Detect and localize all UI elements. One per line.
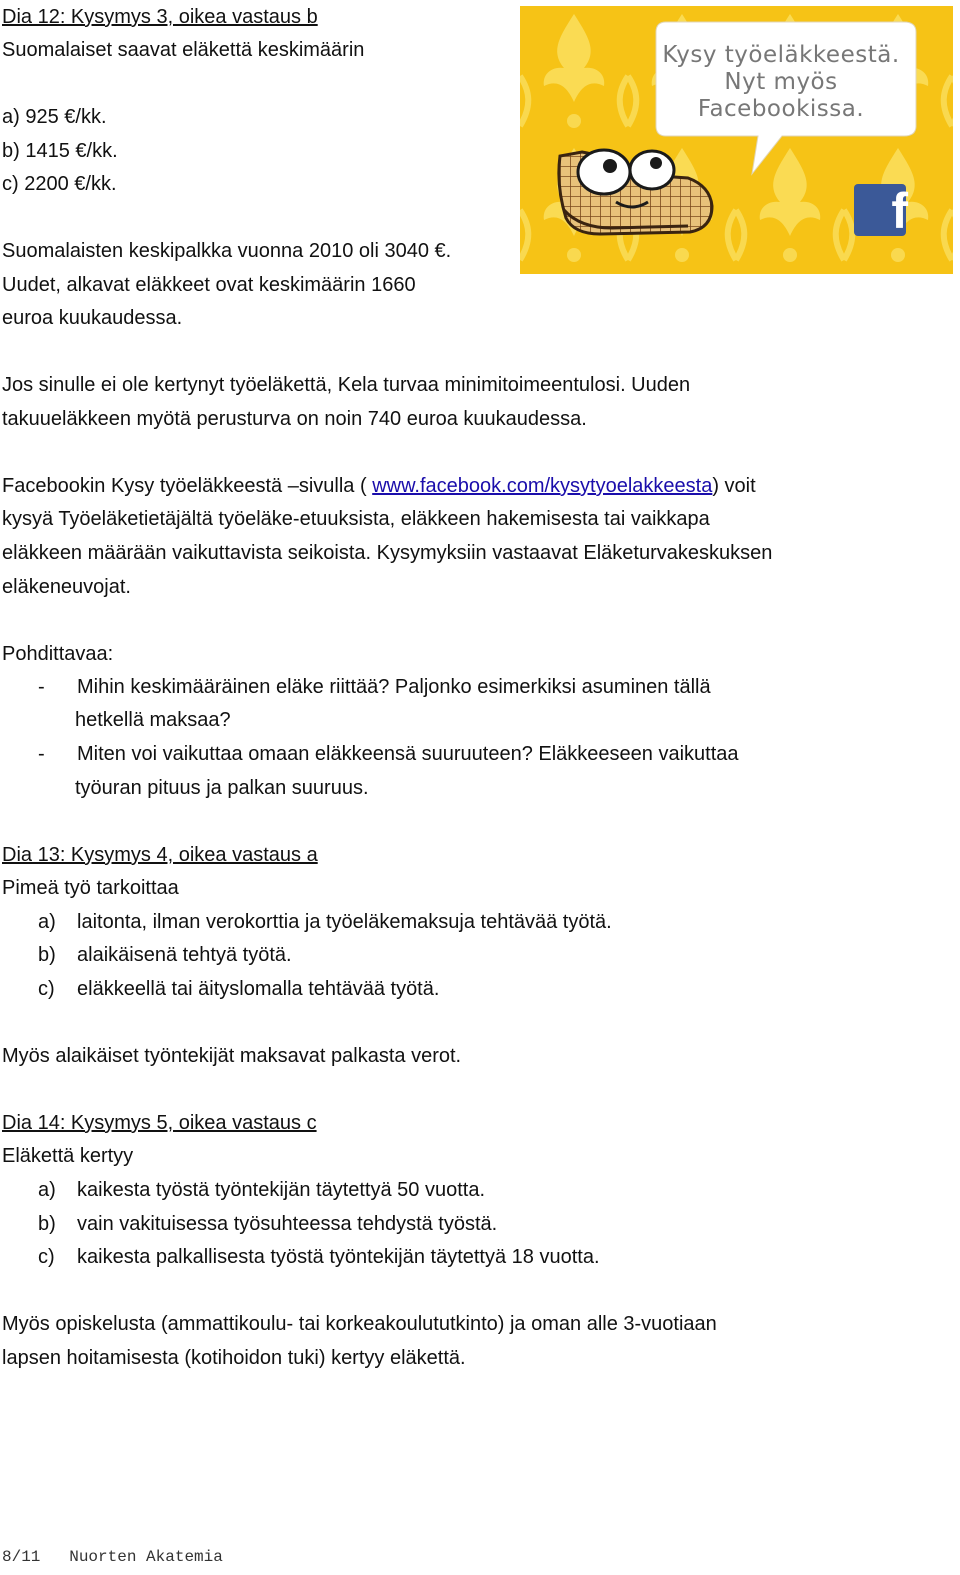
page-number: 8/11 (2, 1548, 41, 1566)
dia14-question: Eläkettä kertyy (2, 1145, 134, 1167)
facebook-text-after: ) voit (712, 475, 756, 497)
dia13-option: alaikäisenä tehtyä työtä. (77, 944, 292, 966)
pohdittavaa-item: Mihin keskimääräinen eläke riittää? Paljonko esimerkiksi asuminen tällä (77, 676, 711, 698)
dia12-option-c: c) 2200 €/kk. (2, 173, 117, 195)
banner-text (645, 42, 917, 123)
dia14-note-line: lapsen hoitamisesta (kotihoidon tuki) kertyy eläkettä. (2, 1347, 466, 1369)
dia13-option: eläkkeellä tai äityslomalla tehtävää työtä. (77, 978, 440, 1000)
dia12-info-line: euroa kuukaudessa. (2, 307, 183, 329)
bullet-dash: - (38, 743, 45, 765)
option-marker: a) (38, 1179, 56, 1201)
option-marker: b) (38, 944, 56, 966)
dia12-facebook-line: eläkkeen määrään vaikuttavista seikoista. Kysymyksiin vastaavat Eläketurvakeskuksen (2, 542, 773, 564)
dia12-kela-line: takuueläkkeen myötä perusturva on noin 740 euroa kuukaudessa. (2, 408, 587, 430)
facebook-f-letter: f (891, 183, 908, 239)
dia14-note-line: Myös opiskelusta (ammattikoulu- tai korkeakoulututkinto) ja oman alle 3-vuotiaan (2, 1313, 717, 1335)
dia14-heading: Dia 14: Kysymys 5, oikea vastaus c (2, 1112, 317, 1134)
dia13-option: laitonta, ilman verokorttia ja työeläkemaksuja tehtävää työtä. (77, 911, 612, 933)
dia12-facebook-line: kysyä Työeläketietäjältä työeläke-etuuksista, eläkkeen hakemisesta tai vaikkapa (2, 508, 710, 530)
option-marker: a) (38, 911, 56, 933)
dia12-facebook-paragraph (2, 469, 756, 503)
dia12-option-b: b) 1415 €/kk. (2, 140, 118, 162)
dia14-option: kaikesta työstä työntekijän täytettyä 50 vuotta. (77, 1179, 486, 1201)
dia13-question: Pimeä työ tarkoittaa (2, 877, 179, 899)
pohdittavaa-label: Pohdittavaa: (2, 643, 114, 665)
dia12-heading: Dia 12: Kysymys 3, oikea vastaus b (2, 6, 318, 28)
banner-line: Nyt myös (724, 69, 838, 95)
dia13-heading: Dia 13: Kysymys 4, oikea vastaus a (2, 844, 318, 866)
dia12-kela-line: Jos sinulle ei ole kertynyt työeläkettä, Kela turvaa minimitoimeentulosi. Uuden (2, 374, 691, 396)
option-marker: c) (38, 1246, 55, 1268)
footer-org: Nuorten Akatemia (69, 1548, 223, 1566)
pohdittavaa-item-cont: hetkellä maksaa? (75, 709, 231, 731)
dia12-info-line: Suomalaisten keskipalkka vuonna 2010 oli 3040 €. (2, 240, 452, 262)
dia14-option: vain vakituisessa työsuhteessa tehdystä työstä. (77, 1213, 498, 1235)
dia12-question: Suomalaiset saavat eläkettä keskimäärin (2, 39, 365, 61)
banner-line: Facebookissa. (697, 96, 865, 122)
page-footer (2, 1548, 223, 1566)
pohdittavaa-item: Miten voi vaikuttaa omaan eläkkeensä suuruuteen? Eläkkeeseen vaikuttaa (77, 743, 739, 765)
pohdittavaa-item-cont: työuran pituus ja palkan suuruus. (75, 777, 369, 799)
dia12-info-line: Uudet, alkavat eläkkeet ovat keskimäärin 1660 (2, 274, 416, 296)
dia12-option-a: a) 925 €/kk. (2, 106, 107, 128)
banner-line: Kysy työeläkkeestä. (662, 42, 900, 68)
dia14-option: kaikesta palkallisesta työstä työntekijän täytettyä 18 vuotta. (77, 1246, 600, 1268)
bullet-dash: - (38, 676, 45, 698)
option-marker: c) (38, 978, 55, 1000)
facebook-text-before: Facebookin Kysy työeläkkeestä –sivulla ( (2, 475, 373, 497)
facebook-link[interactable]: www.facebook.com/kysytyoelakkeesta (372, 475, 713, 497)
dia12-facebook-line: eläkeneuvojat. (2, 576, 131, 598)
dia13-note: Myös alaikäiset työntekijät maksavat palkasta verot. (2, 1045, 462, 1067)
option-marker: b) (38, 1213, 56, 1235)
